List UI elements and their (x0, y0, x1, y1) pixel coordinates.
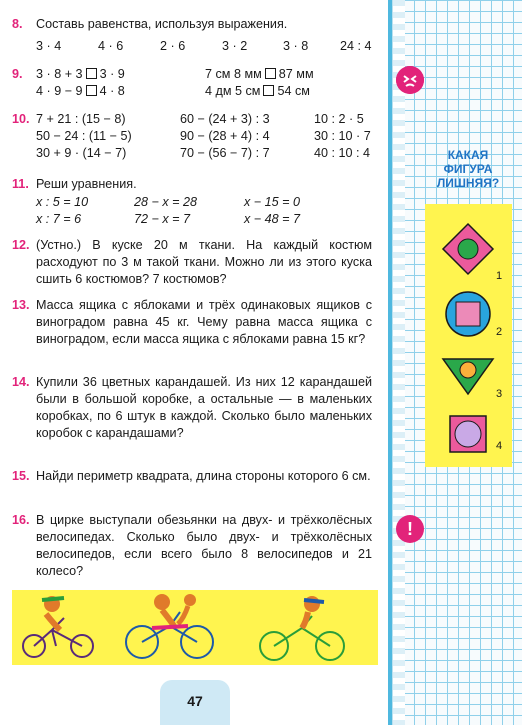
equation: x : 7 = 6 (36, 212, 82, 226)
shape-number: 1 (496, 270, 503, 282)
task-16-number (12, 512, 36, 528)
comparison-box[interactable] (86, 85, 97, 96)
expression: 3 · 8 (283, 39, 309, 53)
expression: 2 · 6 (160, 39, 186, 53)
task-number: 14. (12, 375, 30, 389)
expression: 4 · 6 (98, 39, 124, 53)
equation: x − 48 = 7 (244, 212, 301, 226)
shape-number: 4 (496, 440, 503, 452)
comparison-left: 4 · 9 − 9 (36, 84, 83, 98)
monkey-figure-1 (42, 596, 64, 630)
comparison-left: 4 дм 5 см (205, 84, 261, 98)
task-number: 9. (12, 67, 23, 81)
task-number: 15. (12, 469, 30, 483)
shape-number: 3 (496, 388, 503, 400)
comparison-right: 54 см (277, 84, 310, 98)
exclamation-icon: ! (396, 515, 424, 543)
task-8-heading (12, 16, 287, 32)
task-9-number (12, 66, 36, 82)
shape-1-diamond-circle (443, 224, 493, 274)
task-number: 11. (12, 177, 29, 191)
binding-strip (392, 0, 405, 725)
expression: 30 + 9 · (14 − 7) (36, 146, 127, 160)
expression: 40 : 10 : 4 (314, 146, 371, 160)
shape-3-triangle-circle (443, 359, 493, 394)
expression: 60 − (24 + 3) : 3 (180, 112, 270, 126)
task-number: 8. (12, 17, 23, 31)
task-15-number (12, 468, 36, 484)
expression: 7 + 21 : (15 − 8) (36, 112, 126, 126)
shape-4-square-circle (450, 416, 486, 452)
equation: 28 − x = 28 (134, 195, 198, 209)
task-13-text: Масса ящика с яблоками и трёх одинаковых ящиков с виноградом равна 45 кг. Чему равна масса ящика с виноградом, если масса ящика с яблоками равна 15 кг? (36, 298, 372, 346)
shapes-puzzle-card (425, 204, 512, 467)
shape-2-circle-square (446, 292, 490, 336)
comparison-right: 4 · 8 (99, 84, 125, 98)
task-title: Составь равенства, используя выражения. (36, 17, 288, 31)
monkeys-bicycles-illustration (12, 590, 378, 665)
task-12-text: (Устно.) В куске 20 м ткани. На каждый костюм расходуют по 3 м такой ткани. Можно ли из этого куска сшить 6 костюмов? 7 костюмов? (36, 238, 372, 286)
expression: 50 − 24 : (11 − 5) (36, 129, 132, 143)
comparison-left: 3 · 8 + 3 (36, 67, 83, 81)
comparison-box[interactable] (86, 68, 97, 79)
comparison-right: 87 мм (278, 67, 314, 81)
expression: 70 − (56 − 7) : 7 (180, 146, 270, 160)
task-number: 13. (12, 298, 30, 312)
task-14-number (12, 374, 36, 390)
expression: 30 : 10 · 7 (314, 129, 371, 143)
expression: 3 · 2 (222, 39, 248, 53)
monkey-figure-2 (152, 594, 196, 628)
odd-shape-question: КАКАЯ ФИГУРА ЛИШНЯЯ? (436, 148, 500, 190)
task-14-text: Купили 36 цветных карандашей. Из них 12 карандашей были в большой коробке, а остальные — в маленьких коробках, по 6 штук в каждой. Сколько было маленьких коробок с карандашами? (36, 375, 372, 440)
equation: 72 − x = 7 (134, 212, 191, 226)
equation: x − 15 = 0 (244, 195, 301, 209)
task-11-heading (12, 176, 137, 192)
task-13-number (12, 297, 36, 313)
expression: 3 · 4 (36, 39, 62, 53)
brain-teaser-icon (396, 66, 424, 94)
comparison-row (205, 66, 314, 82)
monkey-figure-3 (302, 596, 324, 628)
expression: 10 : 2 · 5 (314, 112, 364, 126)
task-title: Реши уравнения. (36, 177, 137, 191)
comparison-row (36, 66, 125, 82)
task-12-number (12, 237, 36, 253)
task-number: 12. (12, 238, 30, 252)
comparison-row (205, 83, 310, 99)
expression: 90 − (28 + 4) : 4 (180, 129, 270, 143)
comparison-box[interactable] (265, 68, 276, 79)
comparison-row (36, 83, 125, 99)
task-15-text: Найди периметр квадрата, длина стороны которого 6 см. (36, 469, 371, 483)
task-number: 10. (12, 112, 30, 126)
task-10-number (12, 111, 36, 127)
comparison-box[interactable] (263, 85, 274, 96)
shape-number: 2 (496, 326, 503, 338)
expression: 24 : 4 (340, 39, 372, 53)
equation: x : 5 = 10 (36, 195, 89, 209)
task-number: 16. (12, 513, 30, 527)
task-16-text: В цирке выступали обезьянки на двух- и трёхколёсных велосипедах. Сколько было двух- и трёхколёсных велосипедов, если всего было 8 велосипедов и 21 колесо? (36, 513, 372, 578)
page-number: 47 (160, 680, 230, 725)
comparison-right: 3 · 9 (99, 67, 125, 81)
comparison-left: 7 см 8 мм (205, 67, 262, 81)
